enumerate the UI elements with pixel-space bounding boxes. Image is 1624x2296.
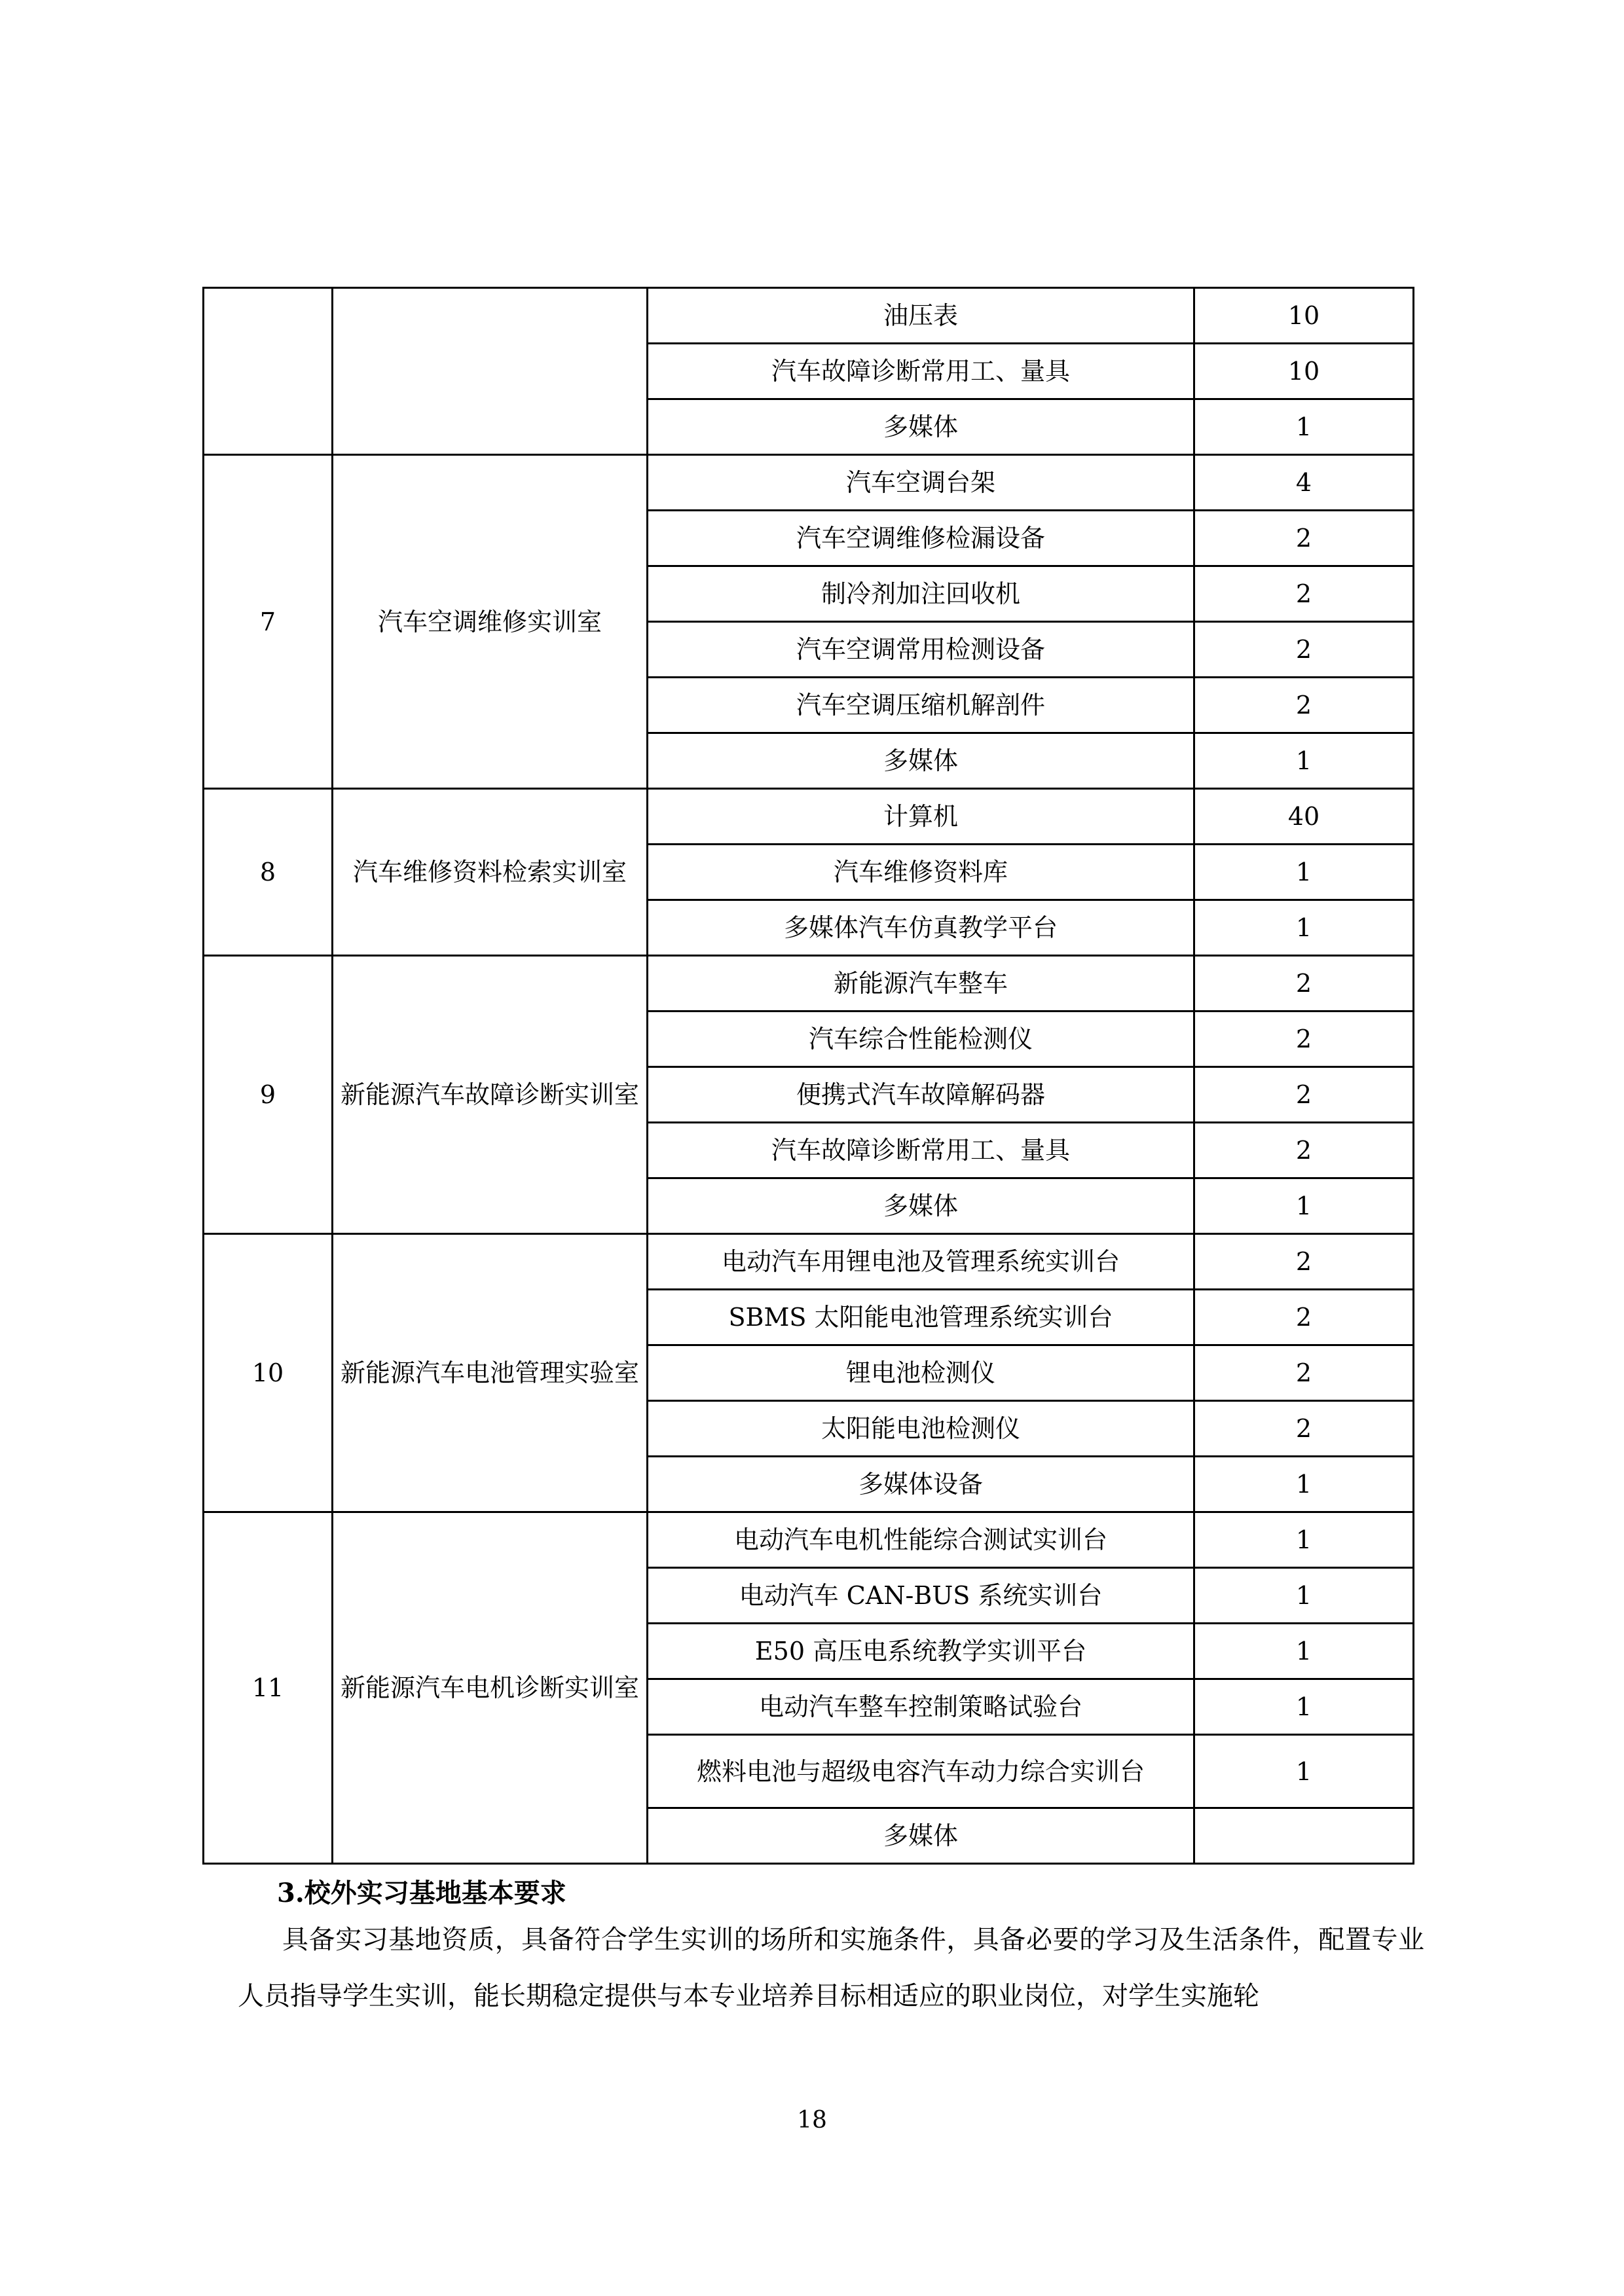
seq-cell: 7: [204, 455, 333, 789]
equipment-name-cell: 多媒体: [648, 1808, 1194, 1864]
table-row: [204, 1234, 1414, 1290]
equipment-name-cell: 汽车空调维修检漏设备: [648, 511, 1194, 566]
table-row: [204, 288, 1414, 344]
equipment-name-cell: 汽车空调压缩机解剖件: [648, 678, 1194, 733]
equipment-name-cell: 制冷剂加注回收机: [648, 566, 1194, 622]
quantity-cell: 1: [1194, 1679, 1414, 1735]
quantity-cell: [1194, 1808, 1414, 1864]
room-cell: 新能源汽车电池管理实验室: [333, 1234, 648, 1512]
seq-cell: 11: [204, 1512, 333, 1864]
quantity-cell: 1: [1194, 1512, 1414, 1568]
page-number: 18: [797, 2107, 827, 2134]
table-row: [204, 455, 1414, 511]
quantity-cell: 1: [1194, 1624, 1414, 1679]
equipment-name-cell: 电动汽车整车控制策略试验台: [648, 1679, 1194, 1735]
quantity-cell: 1: [1194, 900, 1414, 956]
room-cell: 汽车空调维修实训室: [333, 455, 648, 789]
quantity-cell: 2: [1194, 1123, 1414, 1178]
seq-cell: 10: [204, 1234, 333, 1512]
table-row: [204, 1512, 1414, 1568]
equipment-name-cell: 便携式汽车故障解码器: [648, 1067, 1194, 1123]
quantity-cell: 1: [1194, 1178, 1414, 1234]
quantity-cell: 2: [1194, 1401, 1414, 1457]
equipment-name-cell: 燃料电池与超级电容汽车动力综合实训台: [648, 1735, 1194, 1808]
equipment-name-cell: 电动汽车电机性能综合测试实训台: [648, 1512, 1194, 1568]
seq-cell: 9: [204, 956, 333, 1234]
equipment-name-cell: 电动汽车用锂电池及管理系统实训台: [648, 1234, 1194, 1290]
body-paragraph: 具备实习基地资质，具备符合学生实训的场所和实施条件，具备必要的学习及生活条件，配置专业人员指导学生实训，能长期稳定提供与本专业培养目标相适应的职业岗位，对学生实施轮: [238, 1925, 1424, 2011]
quantity-cell: 2: [1194, 566, 1414, 622]
equipment-name-cell: 计算机: [648, 789, 1194, 845]
quantity-cell: 2: [1194, 622, 1414, 678]
equipment-name-cell: 汽车维修资料库: [648, 845, 1194, 900]
equipment-name-cell: 电动汽车 CAN-BUS 系统实训台: [648, 1568, 1194, 1624]
quantity-cell: 2: [1194, 1067, 1414, 1123]
equipment-name-cell: 锂电池检测仪: [648, 1345, 1194, 1401]
quantity-cell: 1: [1194, 1735, 1414, 1808]
quantity-cell: 2: [1194, 1290, 1414, 1345]
quantity-cell: 40: [1194, 789, 1414, 845]
quantity-cell: 2: [1194, 511, 1414, 566]
seq-cell: 8: [204, 789, 333, 956]
table-row: [204, 789, 1414, 845]
quantity-cell: 1: [1194, 1568, 1414, 1624]
quantity-cell: 1: [1194, 1457, 1414, 1512]
room-cell: 新能源汽车电机诊断实训室: [333, 1512, 648, 1864]
quantity-cell: 1: [1194, 399, 1414, 455]
quantity-cell: 1: [1194, 733, 1414, 789]
equipment-name-cell: 多媒体设备: [648, 1457, 1194, 1512]
quantity-cell: 10: [1194, 344, 1414, 399]
quantity-cell: 2: [1194, 956, 1414, 1011]
quantity-cell: 4: [1194, 455, 1414, 511]
equipment-name-cell: 油压表: [648, 288, 1194, 344]
equipment-name-cell: 多媒体汽车仿真教学平台: [648, 900, 1194, 956]
quantity-cell: 1: [1194, 845, 1414, 900]
equipment-name-cell: 汽车故障诊断常用工、量具: [648, 1123, 1194, 1178]
table-row: [204, 956, 1414, 1011]
equipment-name-cell: 汽车综合性能检测仪: [648, 1011, 1194, 1067]
equipment-name-cell: E50 高压电系统教学实训平台: [648, 1624, 1194, 1679]
equipment-name-cell: 汽车空调常用检测设备: [648, 622, 1194, 678]
equipment-name-cell: SBMS 太阳能电池管理系统实训台: [648, 1290, 1194, 1345]
equipment-table: [202, 287, 1414, 1865]
equipment-name-cell: 多媒体: [648, 1178, 1194, 1234]
quantity-cell: 2: [1194, 678, 1414, 733]
equipment-table-body: [204, 288, 1414, 1864]
quantity-cell: 2: [1194, 1234, 1414, 1290]
equipment-name-cell: 新能源汽车整车: [648, 956, 1194, 1011]
room-cell: 新能源汽车故障诊断实训室: [333, 956, 648, 1234]
equipment-name-cell: 汽车故障诊断常用工、量具: [648, 344, 1194, 399]
section-heading: 3.校外实习基地基本要求: [277, 1878, 566, 1908]
equipment-name-cell: 多媒体: [648, 733, 1194, 789]
room-cell: 汽车维修资料检索实训室: [333, 789, 648, 956]
equipment-name-cell: 汽车空调台架: [648, 455, 1194, 511]
seq-cell: [204, 288, 333, 455]
room-cell: [333, 288, 648, 455]
quantity-cell: 10: [1194, 288, 1414, 344]
equipment-name-cell: 太阳能电池检测仪: [648, 1401, 1194, 1457]
quantity-cell: 2: [1194, 1345, 1414, 1401]
quantity-cell: 2: [1194, 1011, 1414, 1067]
equipment-name-cell: 多媒体: [648, 399, 1194, 455]
